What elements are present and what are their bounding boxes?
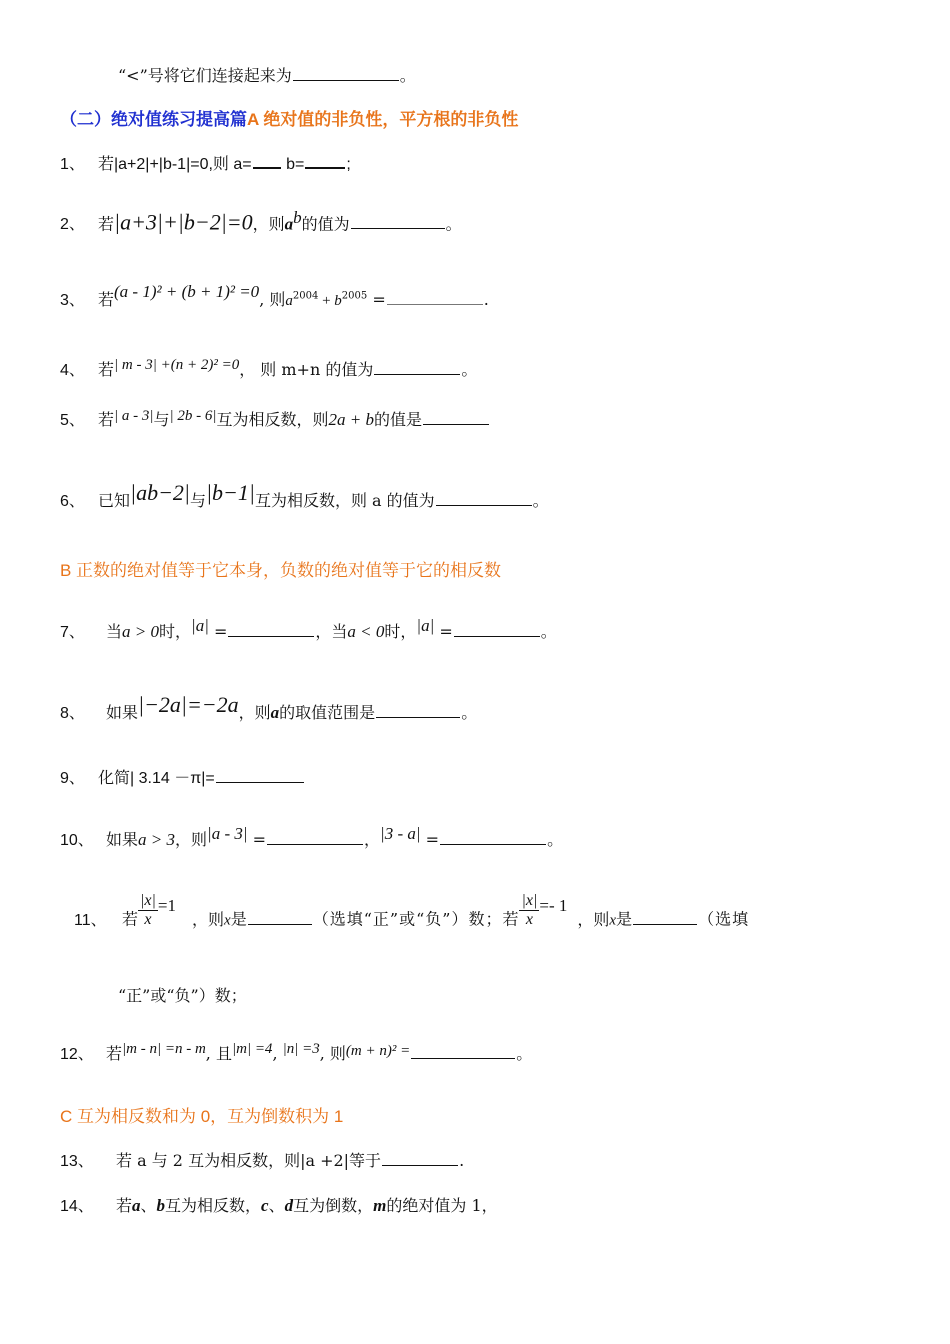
question-9: 9、 化简| 3.14 －π|= [60,768,305,788]
math-expression: (m + n)² = [345,1043,411,1059]
answer-blank[interactable] [228,635,314,637]
question-4: 4、 若| m - 3| +(n + 2)² =0， 则 m+n 的值为 。 [60,357,478,379]
answer-blank[interactable] [411,1057,515,1059]
answer-blank[interactable] [374,373,460,375]
question-1: 1、 若|a+2|+|b-1|=0,则 a= b= ; [60,156,351,173]
section-heading-absolute-value [60,110,518,130]
answer-blank[interactable] [305,166,345,169]
math-expression: |m - n| =n - m [122,1041,206,1057]
fraction: $\frac{|x|}{x}$ [140,892,156,928]
math-expression: 2a + b [328,410,375,429]
answer-blank[interactable] [423,423,489,425]
answer-blank[interactable] [440,843,546,845]
answer-blank[interactable] [267,843,363,845]
question-13: 13、 若 a 与 2 互为相反数，则|a +2|等于 . [60,1151,465,1170]
question-11: 11、 若 $\frac{|x|}{x}$ =1，则x是 （选填“正”或“负”）数；若 $\frac{|x|}{x}$ =- 1，则x是 （选填 [74,892,750,929]
question-11-continuation: “正”或“负”）数； [118,986,247,1005]
math-expression: |a+3|+|b−2|=0 [114,209,253,235]
math-expression: (a - 1)² + (b + 1)² =0 [114,282,260,301]
section-heading-c: C 互为相反数和为 0，互为倒数积为 1 [60,1107,344,1126]
answer-blank[interactable] [382,1164,458,1166]
math-expression: |ab−2| [130,480,190,505]
question-5: 5、 若| a - 3|与| 2b - 6|互为相反数，则2a + b的值是 [60,410,490,430]
question-3: 3、 若(a - 1)² + (b + 1)² =0, 则$a^{2004} + b^{2005}$ = . [60,282,489,309]
answer-blank[interactable] [436,504,532,506]
question-2: 2、 若|a+3|+|b−2|=0，则$a^b$的值为 。 [60,208,462,235]
answer-blank[interactable] [454,635,540,637]
question-6: 6、 已知|ab−2|与|b−1|互为相反数，则 a 的值为 。 [60,480,549,510]
math-expression: |m| =4 [231,1041,273,1057]
math-expression: | 2b - 6| [169,408,217,424]
section-title-blue: （二）绝对值练习提高篇 [60,110,247,129]
answer-blank[interactable] [376,716,460,718]
question-8: 8、 如果|−2a|=−2a，则a的取值范围是 。 [60,692,478,722]
fraction: $\frac{|x|}{x}$ [521,892,538,928]
question-14: 14、 若a、b互为相反数，c、d互为倒数，m的绝对值为 1， [60,1196,498,1215]
math-expression: | a - 3| [114,408,154,424]
math-expression: |b−1| [205,480,255,505]
math-expression: |−2a|=−2a [138,692,239,717]
section-title-orange: A 绝对值的非负性，平方根的非负性 [247,110,519,129]
math-expression: | m - 3| +(n + 2)² =0 [114,357,240,373]
answer-blank[interactable] [216,781,304,783]
question-7: 7、 当a > 0时，|a| = ，当a < 0时，|a| = 。 [60,616,557,641]
intro-line: “<”号将它们连接起来为 。 [118,66,416,85]
question-10: 10、 如果a > 3，则|a - 3| = ，|3 - a| = 。 [60,824,564,849]
answer-blank[interactable] [633,923,697,925]
answer-blank[interactable] [293,79,399,81]
answer-blank[interactable] [351,227,445,229]
answer-blank[interactable] [253,166,281,169]
answer-blank[interactable] [387,303,483,305]
answer-blank[interactable] [248,923,312,925]
question-12: 12、 若|m - n| =n - m, 且|m| =4, |n| =3, 则(m + n)² = 。 [60,1041,533,1063]
intro-text: “<”号将它们连接起来为 [118,66,292,85]
section-heading-b: B 正数的绝对值等于它本身，负数的绝对值等于它的相反数 [60,561,502,580]
math-expression: |n| =3 [282,1041,320,1057]
